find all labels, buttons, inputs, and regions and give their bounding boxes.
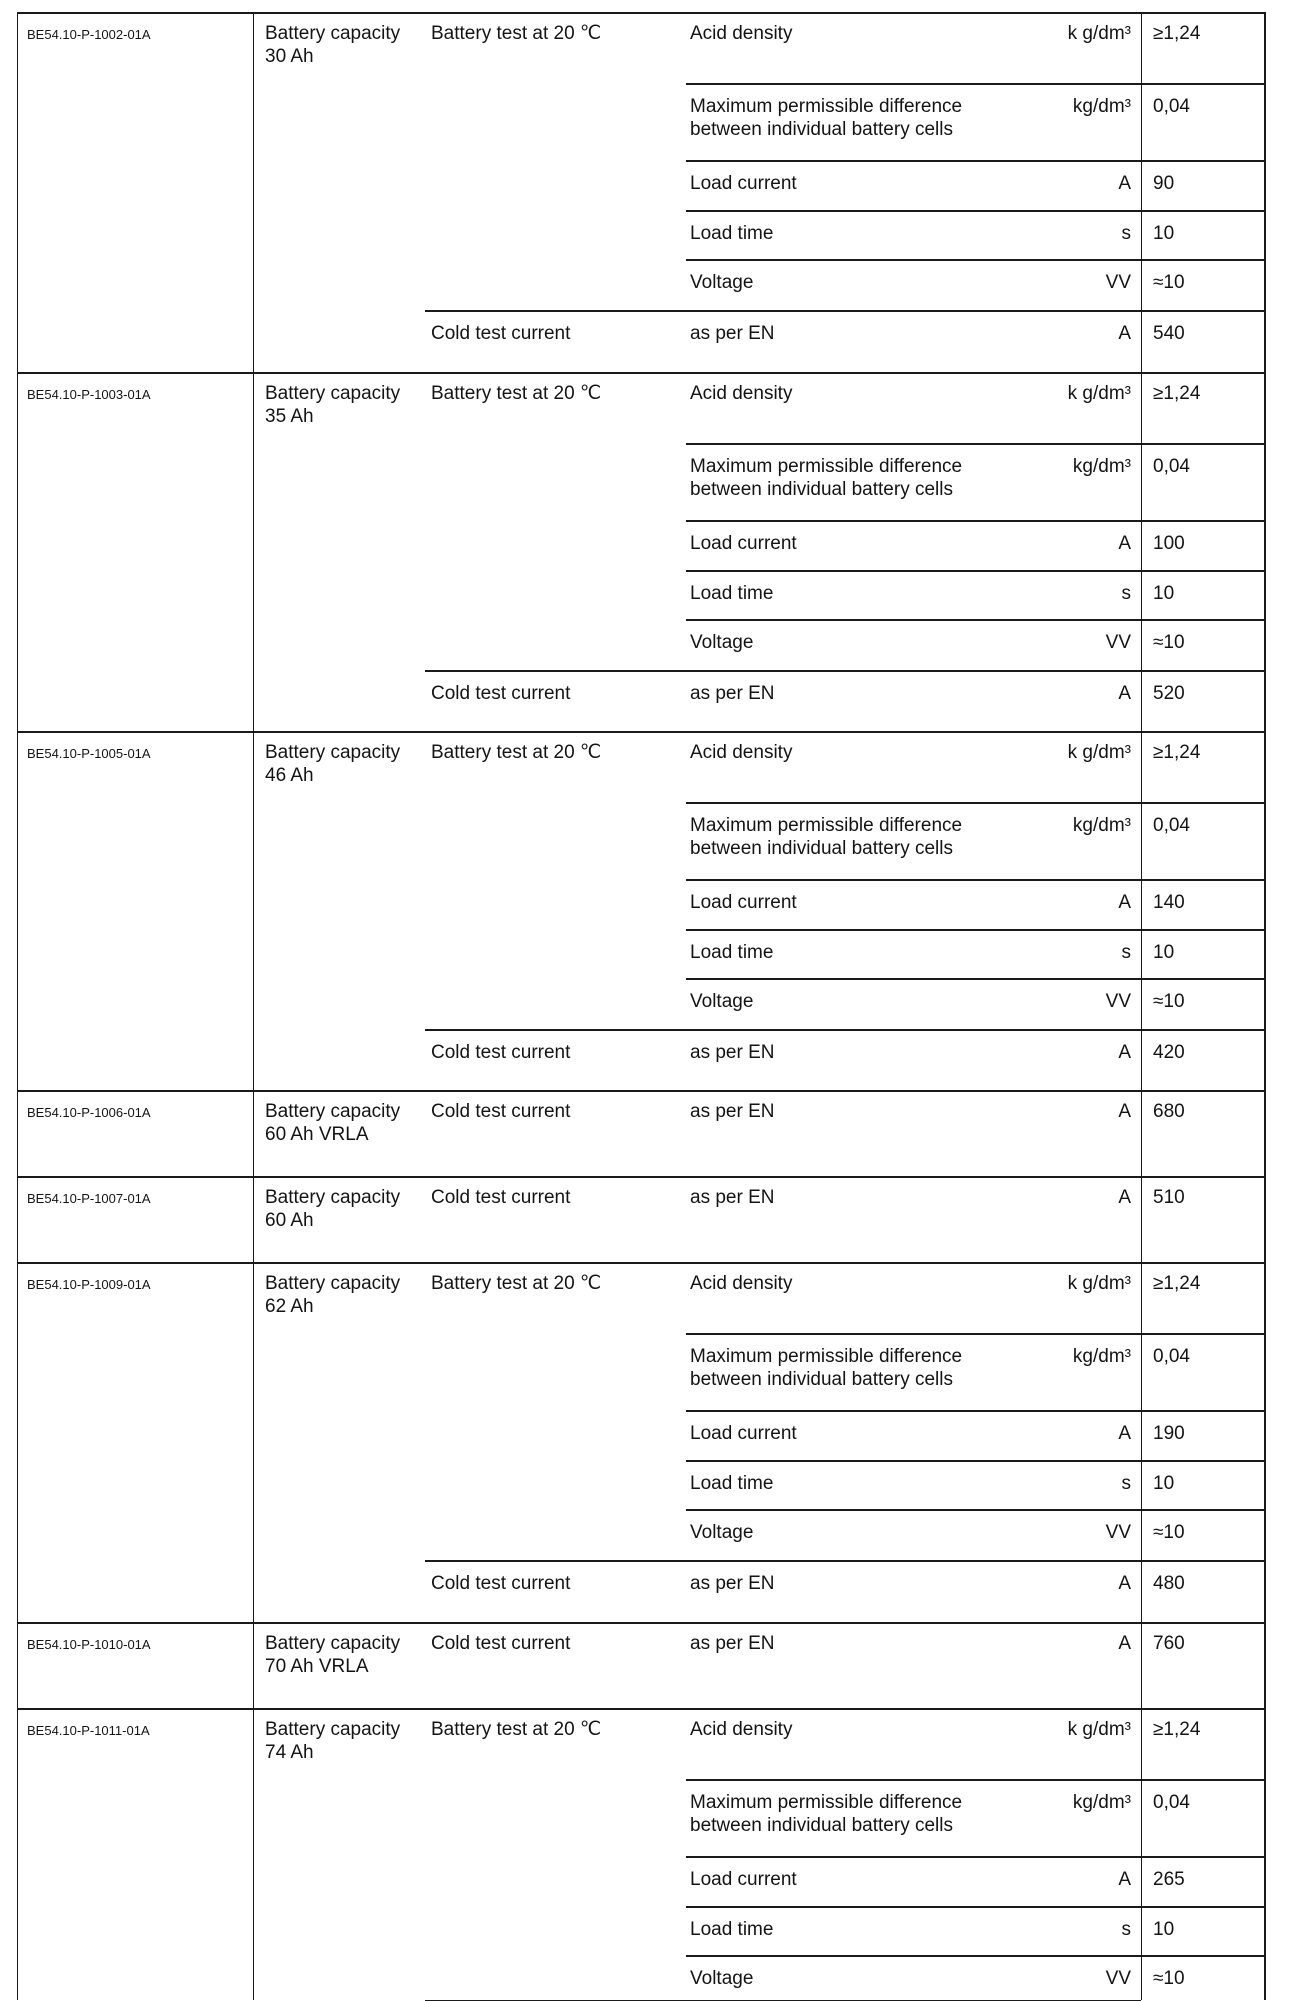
voltage-unit: VV	[1105, 991, 1131, 1012]
cold-test-standard: as per EN	[690, 1101, 775, 1122]
load-current-divider	[686, 1410, 1266, 1412]
load-current-value: 190	[1153, 1423, 1185, 1444]
voltage-divider	[686, 978, 1266, 980]
max-difference-value: 0,04	[1153, 456, 1190, 477]
load-time-unit: s	[1121, 583, 1131, 604]
voltage-divider	[686, 1509, 1266, 1511]
acid-density-unit: k g/dm³	[1067, 1273, 1131, 1294]
cold-test-divider	[425, 310, 1266, 312]
voltage-value: ≈10	[1153, 632, 1185, 653]
load-current-label: Load current	[690, 1423, 797, 1444]
voltage-unit: VV	[1105, 1522, 1131, 1543]
component-label: Battery capacity 62 Ah	[265, 1273, 401, 1317]
load-time-unit: s	[1121, 1473, 1131, 1494]
cold-test-label: Cold test current	[431, 1042, 571, 1063]
row-separator	[17, 12, 1266, 14]
voltage-value: ≈10	[1153, 1522, 1185, 1543]
load-current-unit: A	[1118, 892, 1131, 913]
max-difference-divider	[686, 83, 1266, 85]
acid-density-unit: k g/dm³	[1067, 742, 1131, 763]
cold-test-value: 520	[1153, 683, 1185, 704]
voltage-unit: VV	[1105, 1968, 1131, 1989]
load-current-divider	[686, 160, 1266, 162]
load-time-divider	[686, 210, 1266, 212]
cold-test-unit: A	[1118, 323, 1131, 344]
voltage-label: Voltage	[690, 1968, 754, 1989]
cold-test-divider	[425, 1560, 1266, 1562]
voltage-divider	[686, 619, 1266, 621]
part-number: BE54.10-P-1005-01A	[27, 746, 151, 761]
cold-test-value: 680	[1153, 1101, 1185, 1122]
voltage-divider	[686, 1955, 1266, 1957]
row-separator	[17, 1090, 1266, 1092]
load-current-divider	[686, 1856, 1266, 1858]
acid-density-label: Acid density	[690, 383, 793, 404]
voltage-label: Voltage	[690, 632, 754, 653]
component-label: Battery capacity 60 Ah	[265, 1187, 401, 1231]
acid-density-value: ≥1,24	[1153, 383, 1201, 404]
max-difference-value: 0,04	[1153, 815, 1190, 836]
load-current-divider	[686, 879, 1266, 881]
max-difference-label: Maximum permissible difference between individual battery cells	[690, 1346, 963, 1390]
cold-test-label: Cold test current	[431, 1633, 571, 1654]
acid-density-value: ≥1,24	[1153, 742, 1201, 763]
max-difference-value: 0,04	[1153, 96, 1190, 117]
acid-density-label: Acid density	[690, 1273, 793, 1294]
acid-density-label: Acid density	[690, 23, 793, 44]
load-time-label: Load time	[690, 1473, 774, 1494]
load-time-value: 10	[1153, 583, 1175, 604]
part-number: BE54.10-P-1007-01A	[27, 1191, 151, 1206]
max-difference-unit: kg/dm³	[1072, 1346, 1131, 1367]
load-current-unit: A	[1118, 533, 1131, 554]
load-current-value: 100	[1153, 533, 1185, 554]
load-current-label: Load current	[690, 533, 797, 554]
cold-test-standard: as per EN	[690, 1042, 775, 1063]
cold-test-divider	[425, 1029, 1266, 1031]
load-time-unit: s	[1121, 1919, 1131, 1940]
table-left-border	[17, 12, 18, 2000]
cold-test-value: 480	[1153, 1573, 1185, 1594]
voltage-value: ≈10	[1153, 991, 1185, 1012]
voltage-label: Voltage	[690, 991, 754, 1012]
load-time-value: 10	[1153, 1919, 1175, 1940]
part-number: BE54.10-P-1006-01A	[27, 1105, 151, 1120]
component-label: Battery capacity 60 Ah VRLA	[265, 1101, 401, 1145]
cold-test-unit: A	[1118, 683, 1131, 704]
cold-test-value: 420	[1153, 1042, 1185, 1063]
cold-test-label: Cold test current	[431, 1573, 571, 1594]
load-time-unit: s	[1121, 223, 1131, 244]
voltage-unit: VV	[1105, 272, 1131, 293]
cold-test-unit: A	[1118, 1573, 1131, 1594]
component-label: Battery capacity 74 Ah	[265, 1719, 401, 1763]
load-time-divider	[686, 1460, 1266, 1462]
max-difference-divider	[686, 1333, 1266, 1335]
column-divider-component	[253, 12, 254, 2000]
row-separator	[17, 1262, 1266, 1264]
acid-density-value: ≥1,24	[1153, 1719, 1201, 1740]
max-difference-label: Maximum permissible difference between individual battery cells	[690, 815, 963, 859]
cold-test-standard: as per EN	[690, 323, 775, 344]
load-current-unit: A	[1118, 1423, 1131, 1444]
cold-test-label: Cold test current	[431, 323, 571, 344]
load-current-label: Load current	[690, 1869, 797, 1890]
acid-density-value: ≥1,24	[1153, 23, 1201, 44]
row-separator	[17, 1622, 1266, 1624]
part-number: BE54.10-P-1011-01A	[27, 1723, 150, 1738]
load-time-label: Load time	[690, 1919, 774, 1940]
acid-density-unit: k g/dm³	[1067, 23, 1131, 44]
cold-test-label: Cold test current	[431, 683, 571, 704]
battery-test-label: Battery test at 20 ℃	[431, 23, 602, 44]
cold-test-label: Cold test current	[431, 1187, 571, 1208]
cold-test-unit: A	[1118, 1042, 1131, 1063]
load-time-value: 10	[1153, 1473, 1175, 1494]
voltage-unit: VV	[1105, 632, 1131, 653]
cold-test-value: 760	[1153, 1633, 1185, 1654]
cold-test-divider	[425, 670, 1266, 672]
part-number: BE54.10-P-1003-01A	[27, 387, 151, 402]
cold-test-standard: as per EN	[690, 1573, 775, 1594]
acid-density-unit: k g/dm³	[1067, 1719, 1131, 1740]
battery-test-label: Battery test at 20 ℃	[431, 1273, 602, 1294]
max-difference-unit: kg/dm³	[1072, 815, 1131, 836]
acid-density-label: Acid density	[690, 1719, 793, 1740]
cold-test-label: Cold test current	[431, 1101, 571, 1122]
battery-test-label: Battery test at 20 ℃	[431, 742, 602, 763]
voltage-divider	[686, 259, 1266, 261]
max-difference-unit: kg/dm³	[1072, 456, 1131, 477]
load-time-label: Load time	[690, 223, 774, 244]
load-current-divider	[686, 520, 1266, 522]
part-number: BE54.10-P-1009-01A	[27, 1277, 151, 1292]
cold-test-standard: as per EN	[690, 1633, 775, 1654]
cold-test-unit: A	[1118, 1633, 1131, 1654]
load-time-value: 10	[1153, 223, 1175, 244]
voltage-label: Voltage	[690, 1522, 754, 1543]
load-current-unit: A	[1118, 173, 1131, 194]
max-difference-unit: kg/dm³	[1072, 1792, 1131, 1813]
load-current-label: Load current	[690, 173, 797, 194]
cold-test-standard: as per EN	[690, 1187, 775, 1208]
voltage-label: Voltage	[690, 272, 754, 293]
max-difference-divider	[686, 802, 1266, 804]
acid-density-unit: k g/dm³	[1067, 383, 1131, 404]
row-separator	[17, 731, 1266, 733]
cold-test-unit: A	[1118, 1101, 1131, 1122]
voltage-value: ≈10	[1153, 272, 1185, 293]
max-difference-label: Maximum permissible difference between individual battery cells	[690, 456, 963, 500]
load-time-divider	[686, 570, 1266, 572]
max-difference-label: Maximum permissible difference between individual battery cells	[690, 1792, 963, 1836]
acid-density-value: ≥1,24	[1153, 1273, 1201, 1294]
load-time-label: Load time	[690, 583, 774, 604]
load-time-label: Load time	[690, 942, 774, 963]
load-time-divider	[686, 1906, 1266, 1908]
cold-test-standard: as per EN	[690, 683, 775, 704]
load-current-value: 265	[1153, 1869, 1185, 1890]
battery-test-label: Battery test at 20 ℃	[431, 1719, 602, 1740]
voltage-value: ≈10	[1153, 1968, 1185, 1989]
acid-density-label: Acid density	[690, 742, 793, 763]
part-number: BE54.10-P-1002-01A	[27, 27, 151, 42]
component-label: Battery capacity 30 Ah	[265, 23, 401, 67]
max-difference-label: Maximum permissible difference between individual battery cells	[690, 96, 963, 140]
battery-test-label: Battery test at 20 ℃	[431, 383, 602, 404]
max-difference-unit: kg/dm³	[1072, 96, 1131, 117]
cold-test-value: 510	[1153, 1187, 1185, 1208]
row-separator	[17, 1176, 1266, 1178]
max-difference-value: 0,04	[1153, 1792, 1190, 1813]
component-label: Battery capacity 46 Ah	[265, 742, 401, 786]
cold-test-value: 540	[1153, 323, 1185, 344]
max-difference-divider	[686, 1779, 1266, 1781]
cold-test-unit: A	[1118, 1187, 1131, 1208]
load-current-unit: A	[1118, 1869, 1131, 1890]
row-separator	[17, 1708, 1266, 1710]
load-current-label: Load current	[690, 892, 797, 913]
part-number: BE54.10-P-1010-01A	[27, 1637, 151, 1652]
load-time-divider	[686, 929, 1266, 931]
load-current-value: 90	[1153, 173, 1175, 194]
component-label: Battery capacity 35 Ah	[265, 383, 401, 427]
max-difference-divider	[686, 443, 1266, 445]
load-time-unit: s	[1121, 942, 1131, 963]
max-difference-value: 0,04	[1153, 1346, 1190, 1367]
load-current-value: 140	[1153, 892, 1185, 913]
load-time-value: 10	[1153, 942, 1175, 963]
component-label: Battery capacity 70 Ah VRLA	[265, 1633, 401, 1677]
row-separator	[17, 372, 1266, 374]
